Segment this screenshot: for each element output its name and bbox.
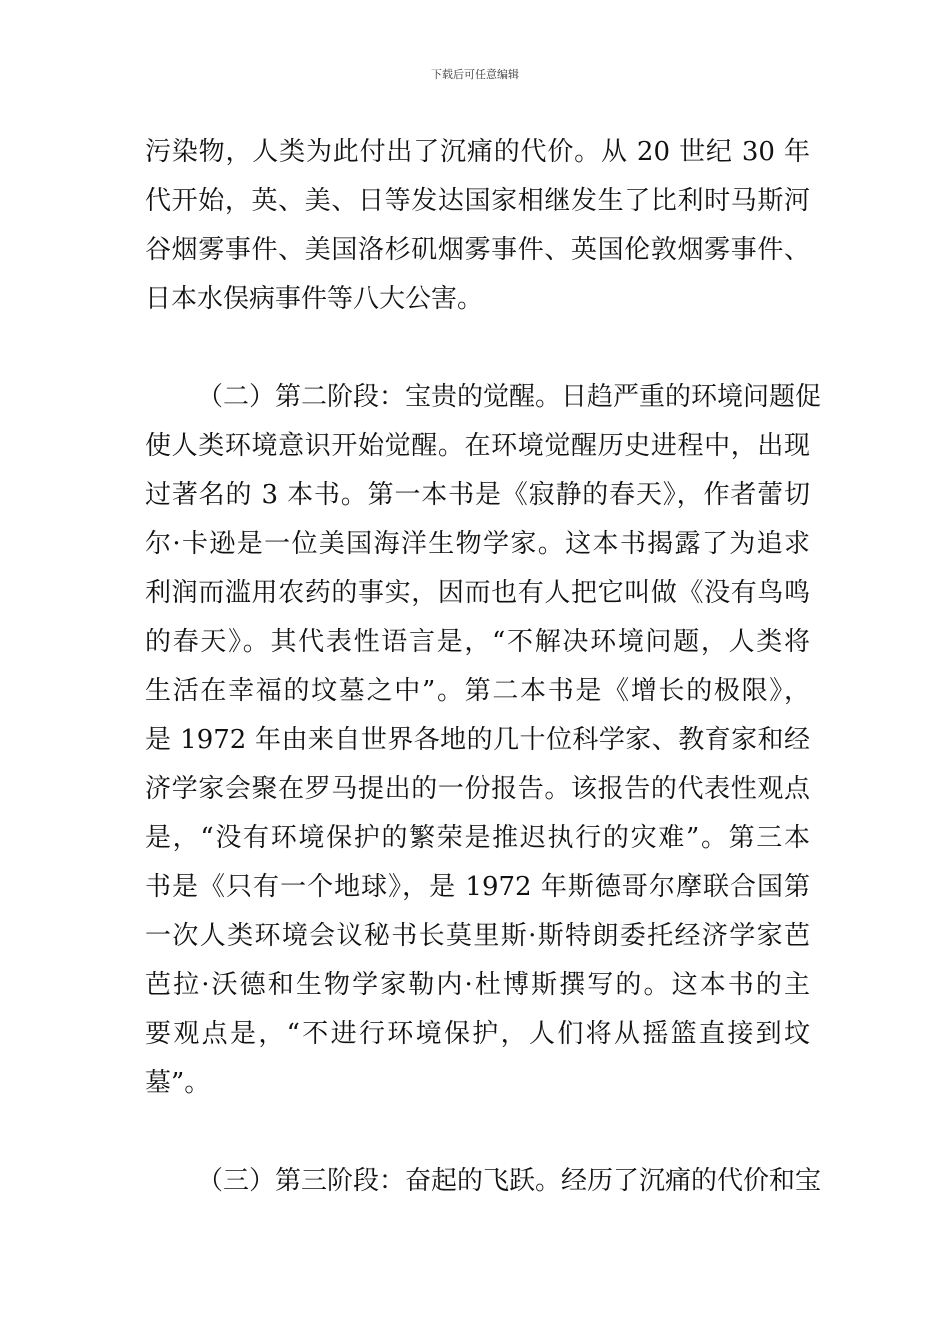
paragraph-pollution [145, 128, 810, 324]
text-line: 利润而滥用农药的事实，因而也有人把它叫做《没有鸟鸣 [145, 578, 810, 608]
text-line: 济学家会聚在罗马提出的一份报告。该报告的代表性观点 [145, 774, 810, 804]
text-line: 是 1972 年由来自世界各地的几十位科学家、教育家和经 [145, 725, 810, 755]
text-line: 是，“没有环境保护的繁荣是推迟执行的灾难”。第三本 [145, 823, 810, 853]
paragraph-stage-three [145, 1157, 822, 1206]
text-line: 的春天》。其代表性语言是，“不解决环境问题，人类将 [145, 627, 810, 657]
text-line: 书是《只有一个地球》，是 1972 年斯德哥尔摩联合国第 [145, 872, 810, 902]
document-body [145, 128, 822, 1206]
text-line: 日本水俣病事件等八大公害。 [145, 284, 484, 314]
text-line: 芭拉·沃德和生物学家勒内·杜博斯撰写的。这本书的主 [145, 970, 810, 1000]
text-line: 代开始，英、美、日等发达国家相继发生了比利时马斯河 [145, 186, 810, 216]
paragraph-gap [145, 324, 810, 373]
text-line: 生活在幸福的坟墓之中”。第二本书是《增长的极限》， [145, 676, 810, 706]
text-line: 要观点是，“不进行环境保护，人们将从摇篮直接到坟 [145, 1019, 810, 1049]
text-line: 墓”。 [145, 1068, 211, 1098]
text-line: 使人类环境意识开始觉醒。在环境觉醒历史进程中，出现 [145, 431, 810, 461]
text-line: 谷烟雾事件、美国洛杉矶烟雾事件、英国伦敦烟雾事件、 [145, 235, 810, 265]
text-line: （二）第二阶段：宝贵的觉醒。日趋严重的环境问题促 [197, 382, 822, 412]
text-line: 一次人类环境会议秘书长莫里斯·斯特朗委托经济学家芭 [145, 921, 810, 951]
text-line: 过著名的 3 本书。第一本书是《寂静的春天》，作者蕾切 [145, 480, 810, 510]
text-line: 尔·卡逊是一位美国海洋生物学家。这本书揭露了为追求 [145, 529, 810, 559]
text-line: （三）第三阶段：奋起的飞跃。经历了沉痛的代价和宝 [197, 1166, 822, 1196]
paragraph-stage-two [145, 373, 822, 1108]
text-line: 污染物，人类为此付出了沉痛的代价。从 20 世纪 30 年 [145, 137, 810, 167]
paragraph-gap [145, 1108, 810, 1157]
page-header: 下载后可任意编辑 [431, 68, 519, 81]
